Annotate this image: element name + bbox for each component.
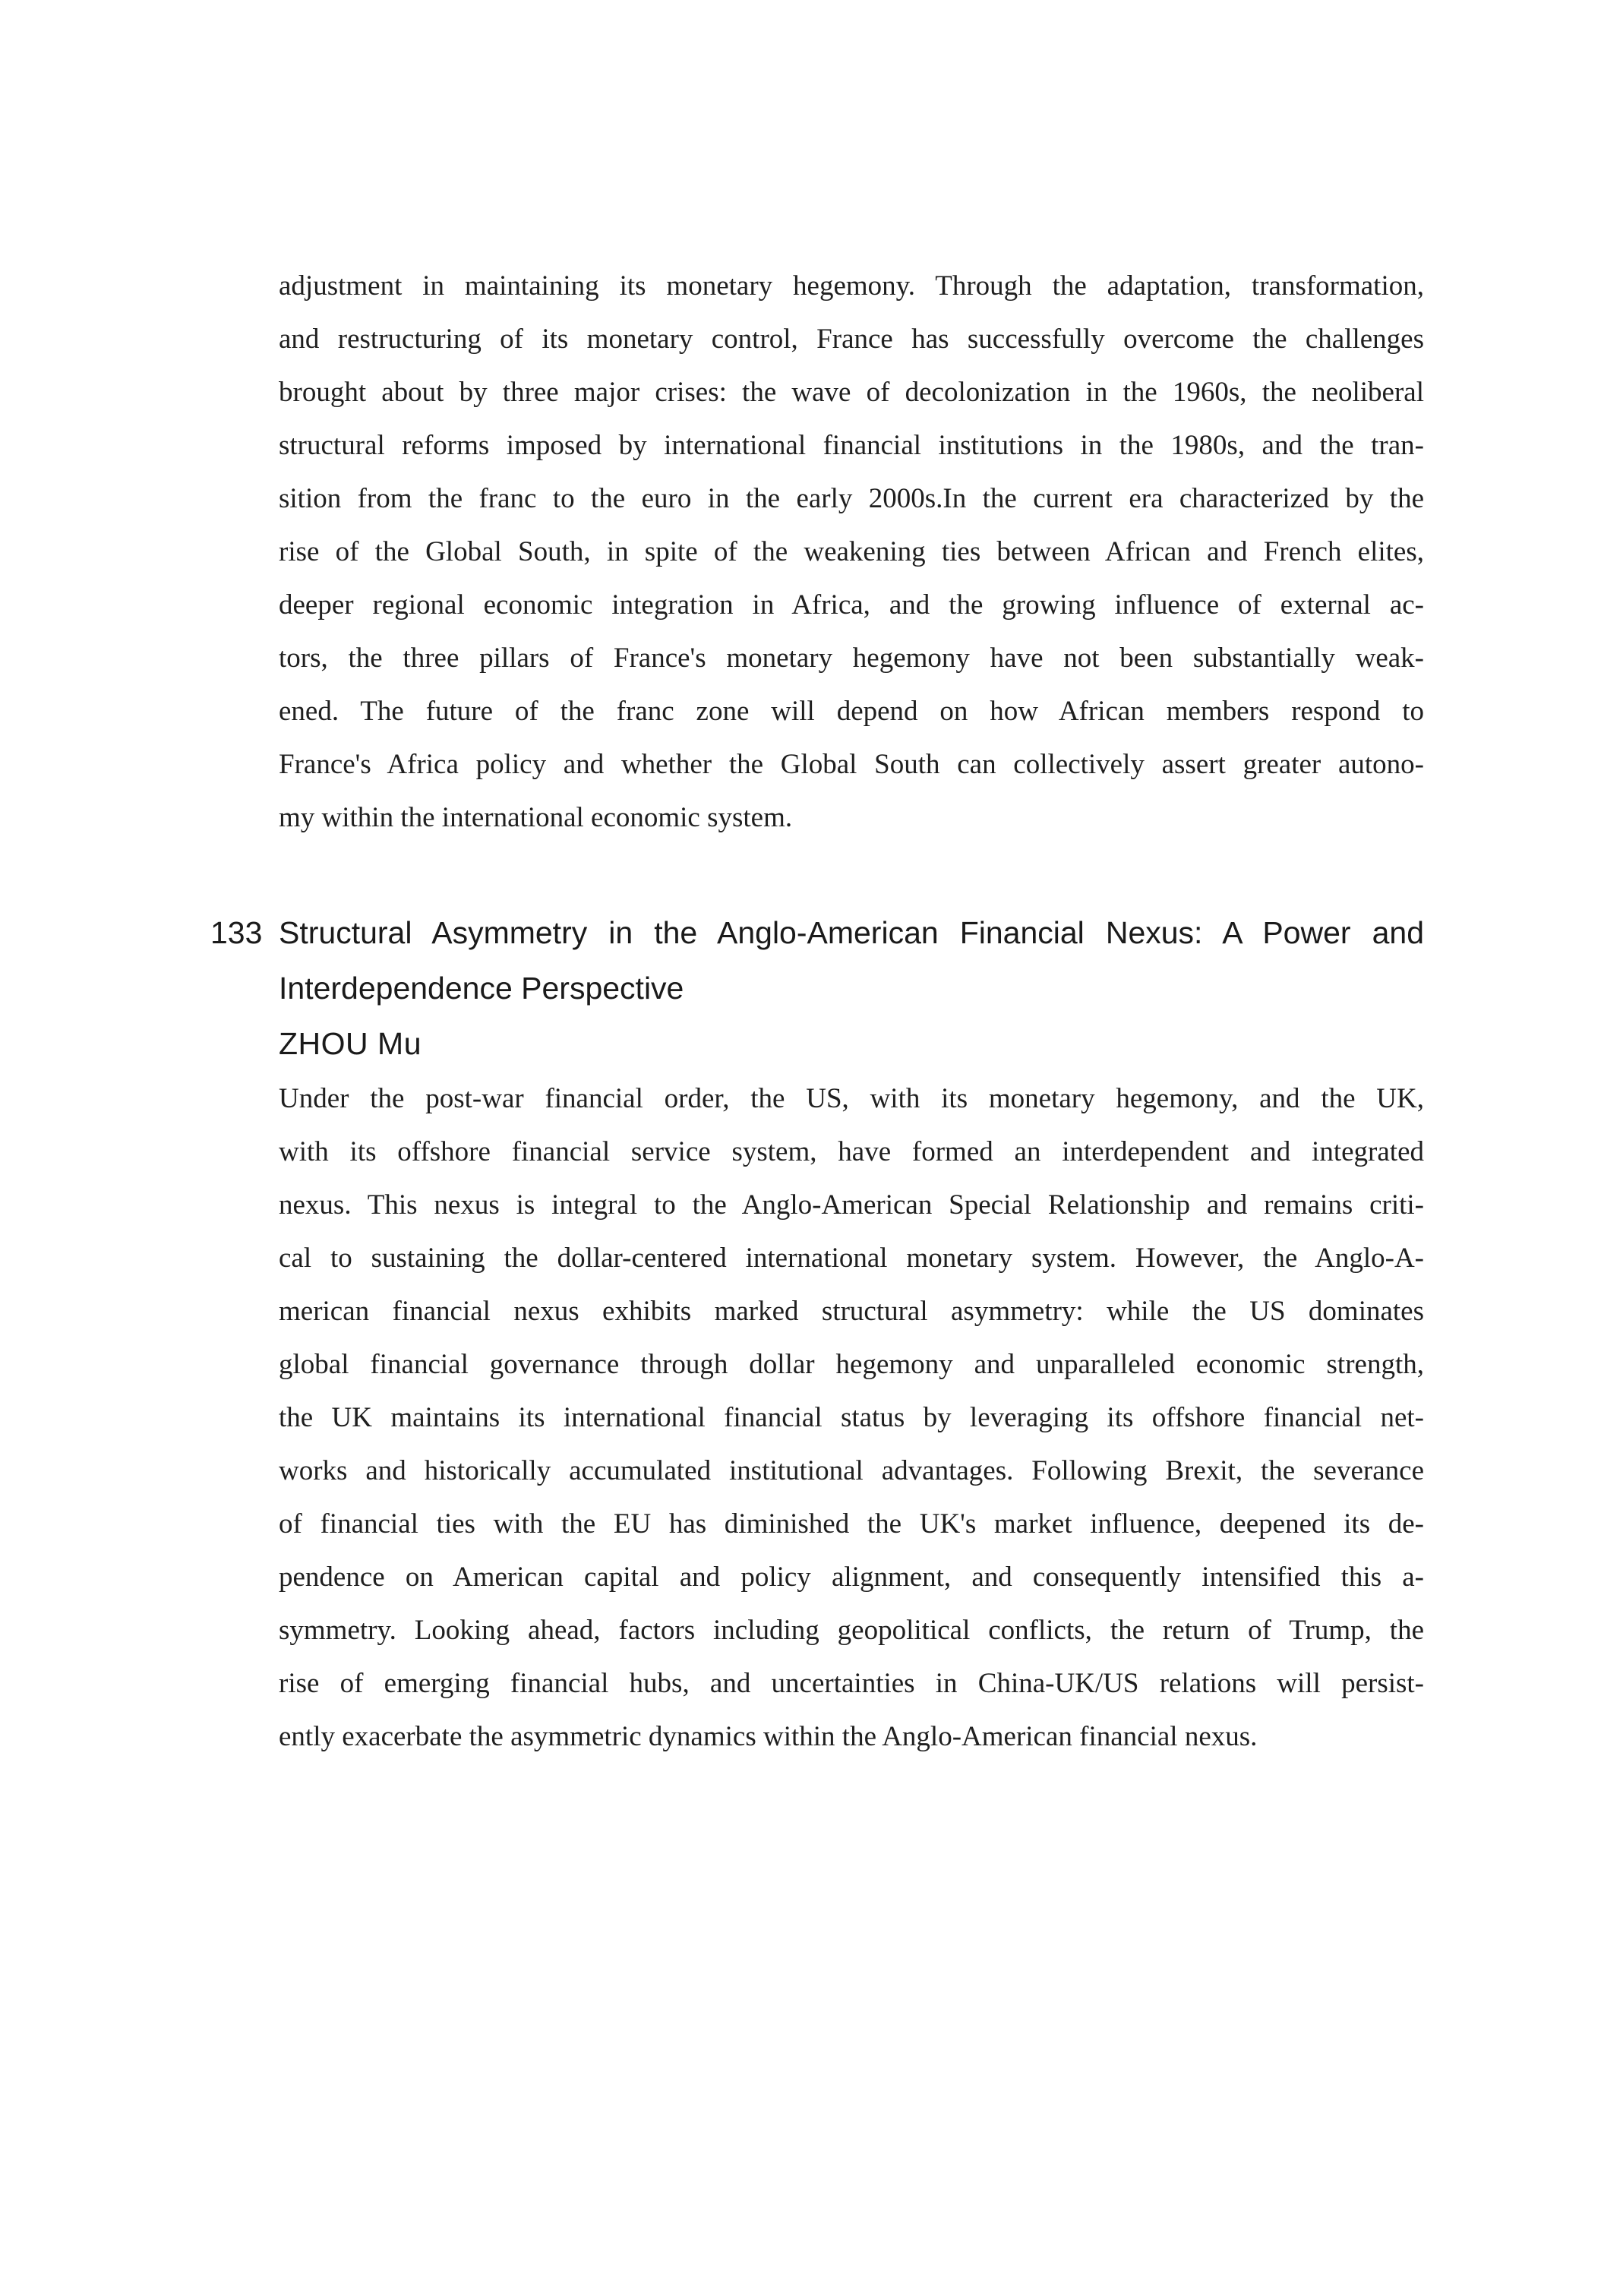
text-line: ened. The future of the franc zone will depend on how African members respond to (279, 696, 1424, 727)
text-line: works and historically accumulated institutional advantages. Following Brexit, the severance (279, 1455, 1424, 1486)
article-title-line: Interdependence Perspective (279, 971, 684, 1006)
text-line: the UK maintains its international financial status by leveraging its offshore financial net- (279, 1402, 1424, 1433)
text-line: adjustment in maintaining its monetary hegemony. Through the adaptation, transformation, (279, 270, 1424, 302)
text-line: and restructuring of its monetary control, France has successfully overcome the challenges (279, 324, 1424, 355)
text-line: of financial ties with the EU has diminished the UK's market influence, deepened its de- (279, 1508, 1424, 1540)
text-line: Under the post-war financial order, the US, with its monetary hegemony, and the UK, (279, 1083, 1424, 1114)
text-line: ently exacerbate the asymmetric dynamics within the Anglo-American financial nexus. (279, 1721, 1258, 1752)
text-line: structural reforms imposed by international financial institutions in the 1980s, and the tran- (279, 430, 1424, 461)
text-line: brought about by three major crises: the wave of decolonization in the 1960s, the neoliberal (279, 377, 1424, 408)
text-line: deeper regional economic integration in Africa, and the growing influence of external ac- (279, 589, 1424, 621)
text-line: rise of emerging financial hubs, and uncertainties in China-UK/US relations will persist- (279, 1668, 1424, 1699)
text-line: tors, the three pillars of France's monetary hegemony have not been substantially weak- (279, 643, 1424, 674)
text-line: global financial governance through dollar hegemony and unparalleled economic strength, (279, 1349, 1424, 1380)
article-author: ZHOU Mu (279, 1026, 422, 1061)
text-line: France's Africa policy and whether the Global South can collectively assert greater autono- (279, 749, 1424, 780)
text-line: rise of the Global South, in spite of the weakening ties between African and French elites, (279, 536, 1424, 567)
text-line: nexus. This nexus is integral to the Anglo-American Special Relationship and remains criti- (279, 1189, 1424, 1221)
text-line: merican financial nexus exhibits marked structural asymmetry: while the US dominates (279, 1296, 1424, 1327)
article-title-line: Structural Asymmetry in the Anglo-American Financial Nexus: A Power and (279, 915, 1424, 950)
article-number: 133 (210, 915, 263, 950)
text-line: sition from the franc to the euro in the early 2000s.In the current era characterized by the (279, 483, 1424, 514)
text-line: symmetry. Looking ahead, factors including geopolitical conflicts, the return of Trump, the (279, 1615, 1424, 1646)
text-line: my within the international economic system. (279, 802, 793, 833)
text-line: pendence on American capital and policy alignment, and consequently intensified this a- (279, 1562, 1424, 1593)
text-line: cal to sustaining the dollar-centered international monetary system. However, the Anglo-A- (279, 1243, 1424, 1274)
text-line: with its offshore financial service system, have formed an interdependent and integrated (279, 1136, 1424, 1167)
